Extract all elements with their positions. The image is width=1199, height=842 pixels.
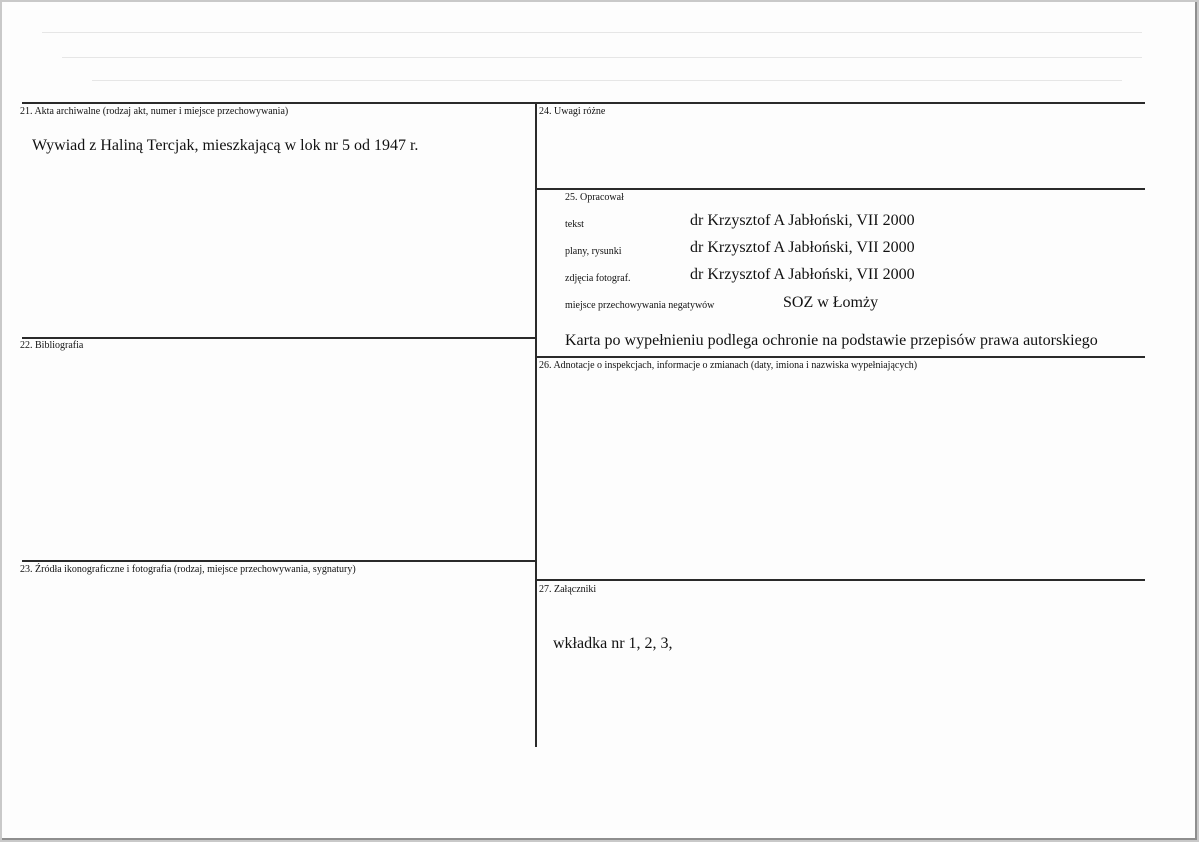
section-26-label: 26. Adnotacje o inspekcjach, informacje o zmianach (daty, imiona i nazwiska wypełniających) <box>539 360 918 371</box>
section-25-label: 25. Opracował <box>565 192 624 203</box>
section-25-row-label: miejsce przechowywania negatywów <box>565 300 715 311</box>
section-25-notice: Karta po wypełnieniu podlega ochronie na podstawie przepisów prawa autorskiego <box>565 332 1098 349</box>
bleed-through-line <box>62 57 1142 58</box>
rule-top-right <box>537 102 1145 104</box>
rule-27 <box>537 579 1145 581</box>
form-sheet <box>2 2 1197 840</box>
section-23-label: 23. Źródła ikonograficzne i fotografia (rodzaj, miejsce przechowywania, sygnatury) <box>20 564 356 575</box>
section-24-label: 24. Uwagi różne <box>539 106 606 117</box>
rule-22 <box>22 337 537 339</box>
bleed-through-line <box>42 32 1142 33</box>
section-25-row-value: SOZ w Łomży <box>783 294 879 311</box>
bleed-through-line <box>92 80 1122 81</box>
section-21-label: 21. Akta archiwalne (rodzaj akt, numer i miejsce przechowywania) <box>20 106 289 117</box>
rule-25 <box>537 188 1145 190</box>
section-27-content: wkładka nr 1, 2, 3, <box>553 635 673 652</box>
section-25-row-value: dr Krzysztof A Jabłoński, VII 2000 <box>690 212 915 229</box>
column-divider <box>535 102 537 747</box>
rule-23 <box>22 560 537 562</box>
section-25-row-value: dr Krzysztof A Jabłoński, VII 2000 <box>690 239 915 256</box>
section-25-row-value: dr Krzysztof A Jabłoński, VII 2000 <box>690 266 915 283</box>
section-25-row-label: tekst <box>565 219 584 230</box>
rule-26 <box>537 356 1145 358</box>
section-21-content: Wywiad z Haliną Tercjak, mieszkającą w lok nr 5 od 1947 r. <box>32 137 419 154</box>
section-22-label: 22. Bibliografia <box>20 340 84 351</box>
section-25-row-label: zdjęcia fotograf. <box>565 273 631 284</box>
section-25-row-label: plany, rysunki <box>565 246 622 257</box>
section-27-label: 27. Załączniki <box>539 584 597 595</box>
rule-top-left <box>22 102 537 104</box>
